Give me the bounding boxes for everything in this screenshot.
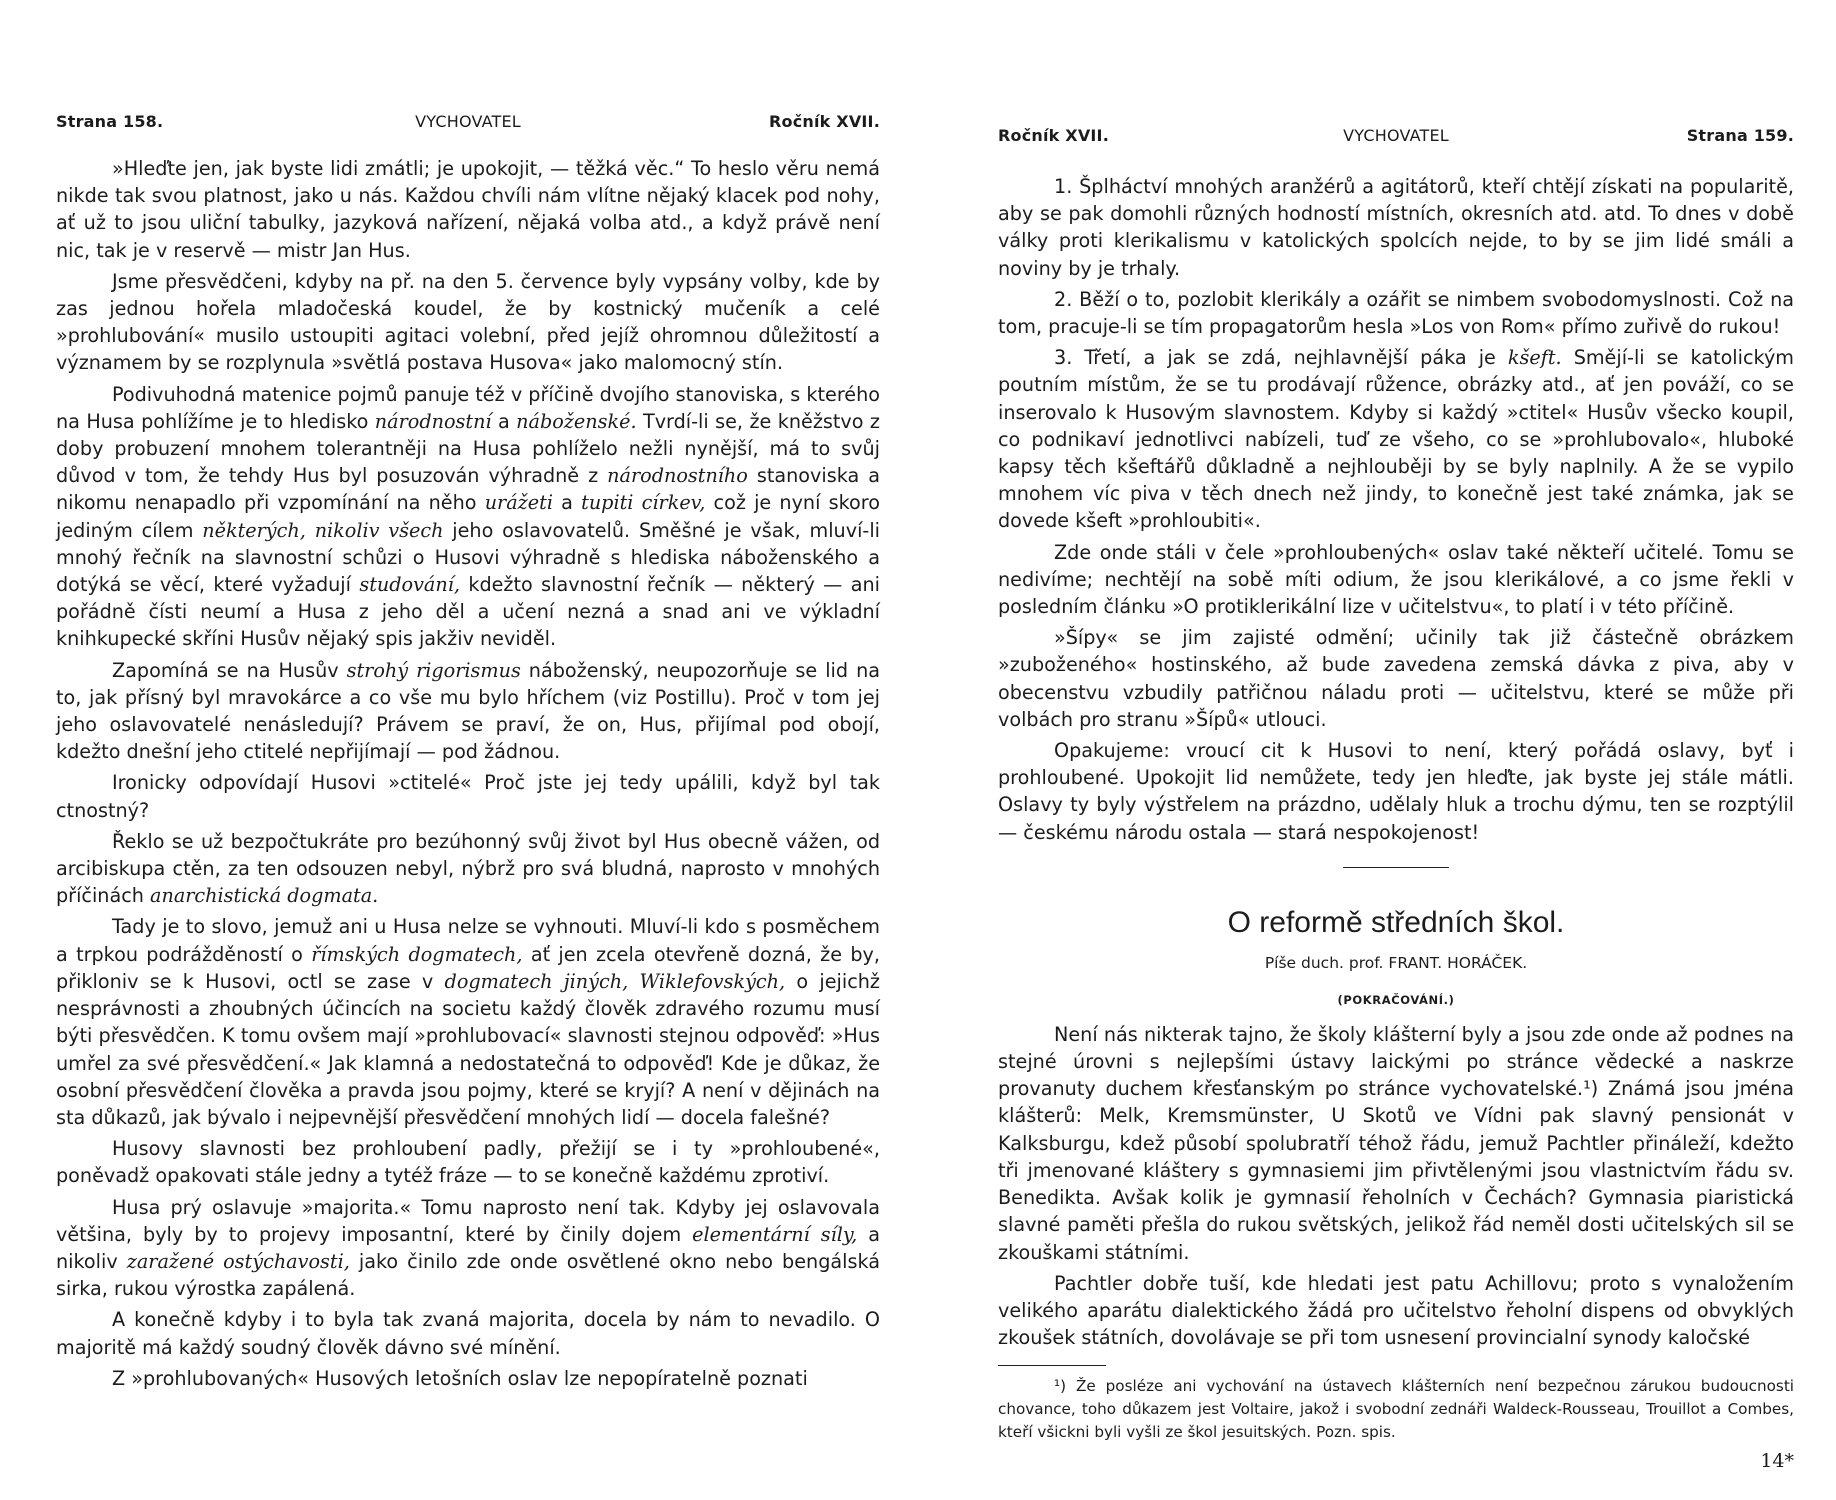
paragraph: Z »prohlubovaných« Husových letošních oslav lze nepopíratelně poznati — [112, 1366, 808, 1390]
emphasis: náboženské. — [516, 409, 637, 433]
paragraph: Husa prý oslavuje »majorita.« Tomu naprosto není tak. Kdyby jej oslavovala většina, byly by to projevy imposantní, které by činily dojem elementární síly, a nikoliv zaražené ostýchavosti, jako činilo zde onde osvětlené okno nebo bengálská sirka, rukou výrostka zapálená. — [56, 1195, 880, 1301]
left-body — [56, 155, 880, 1392]
paragraph: Řeklo se už bezpočtukráte pro bezúhonný svůj život byl Hus obecně vážen, od arcibiskupa ctěn, za ten odsouzen nebyl, nýbrž pro svá bludná, naprosto v mnohých příčinách anarchistická dogmata. — [56, 829, 880, 908]
paragraph: »Hleďte jen, jak byste lidi zmátli; je upokojit, — těžká věc.“ To heslo věru nemá nikde tak svou platnost, jako u nás. Každou chvíli nám vlítne nějaký klacek pod nohy, ať už to jsou uliční tabulky, jazyková nařízení, nějaká volba atd., a když právě není nic, tak je v reservě — mistr Jan Hus. — [56, 157, 880, 262]
emphasis: elementární síly, — [692, 1222, 858, 1246]
right-body — [998, 173, 1794, 846]
continued-marker: (POKRAČOVÁNÍ.) — [1337, 992, 1455, 1007]
paragraph: Není nás nikterak tajno, že školy klášterní byly a jsou zde onde až podnes na stejné úrovni s nejlepšími ústavy laickými po stránce vědecké a naskrze provanuty duchem křesťanským po stránce vychovatelské.¹) Známá jsou jména klášterů: Melk, Kremsmünster, U Skotů ve Vídni pak slavný pensionát v Kalksburgu, kdež působí spolubratří téhož řádu, jemuž Pachtler přináleží, kdežto tři jmenované kláštery s gymnasiemi jim přivtělenými jsou vlastnictvím řádu sv. Benedikta. Avšak kolik je gymnasií řeholních v Čechách? Gymnasia piaristická slavné paměti přešla do rukou světských, jelikož řád neměl dosti učitelských sil se zkouškami státními. — [998, 1022, 1794, 1264]
paragraph: Jsme přesvědčeni, kdyby na př. na den 5. července byly vypsány volby, kde by zas jednou hořela mladočeská koudel, že by kostnický mučeník a celé »prohlubování« musilo ustoupiti agitaci volební, před jejíž ohromnou důležitostí a významem by se rozplynula »světlá postava Husova« jako malomocný stín. — [56, 269, 880, 375]
left-running-header — [56, 112, 880, 132]
paragraph: Zde onde stáli v čele »prohloubených« oslav také někteří učitelé. Tomu se nedivíme; nechtějí na sobě míti odium, že jsou klerikálové, a co jsme řekli v posledním článku »O protiklerikální lize v učitelstvu«, to platí i v této příčině. — [998, 540, 1794, 619]
paragraph: Opakujeme: vroucí cit k Husovi to není, který pořádá oslavy, byť i prohloubené. Upokojit lid nemůžete, tedy jen hleďte, jak byste jej stále mátli. Oslavy ty byly výstřelem na prázdno, udělaly hluk a trochu dýmu, ten se rozptýlil — českému národu ostala — stará nespokojenost! — [998, 739, 1794, 844]
paragraph: 2. Běží o to, pozlobit klerikály a ozářit se nimbem svobodomyslnosti. Což na tom, pracuje-li se tím propagatorům hesla »Los von Rom« přímo zuřivě do rukou! — [998, 287, 1794, 339]
article-body — [998, 1021, 1794, 1351]
emphasis: dogmatech jiných, Wiklefovských, — [444, 969, 786, 993]
right-page-number: Strana 159. — [1686, 126, 1794, 145]
footnote-rule — [998, 1365, 1106, 1366]
paragraph: Ironicky odpovídají Husovi »ctitelé« Proč jste jej tedy upálili, když byl tak ctnostný? — [56, 771, 880, 822]
paragraph: Podivuhodná matenice pojmů panuje též v příčině dvojího stanoviska, s kterého na Husa pohlížíme je to hledisko národnostní a náboženské. Tvrdí-li se, že kněžstvo z doby probuzení mnohem tolerantněji na Husa pohlíželo nežli nynější, má to svůj důvod v tom, že tehdy Hus byl posuzován výhradně z národnostního stanoviska a nikomu nenapadlo při vzpomínání na něho urážeti a tupiti církev, což je nyní skoro jediným cílem některých, nikoliv všech jeho oslavovatelů. Směšné je však, mluví-li mnohý řečník na slavnostní schůzi o Husovi výhradně s hlediska náboženského a dotýká se věcí, které vyžadují studování, kdežto slavnostní řečník — některý — ani pořádně čísti neumí a Husa z jeho děl a učení nezná a snad ani ve výkladní knihkupecké skříni Husův nějaký spis jakživ neviděl. — [56, 382, 880, 651]
left-journal-title: VYCHOVATEL — [415, 112, 521, 131]
paragraph: Husovy slavnosti bez prohloubení padly, přežijí se i ty »prohloubené«, poněvadž opakovati stále jedny a tytéž fráze — to se konečně každému zprotiví. — [56, 1137, 880, 1188]
emphasis: národnostního — [607, 464, 748, 488]
paragraph: Zapomíná se na Husův strohý rigorismus náboženský, neupozorňuje se lid na to, jak přísný byl mravokárce a co vše mu bylo hříchem (viz Postillu). Proč v tom jej jeho oslavovatelé nenásledují? Právem se praví, že on, Hus, přijímal pod obojí, kdežto dnešní jeho ctitelé nepřijímají — pod žádnou. — [56, 658, 880, 764]
paragraph: Pachtler dobře tuší, kde hledati jest patu Achillovu; proto s vynaložením velikého aparátu dialektického žádá pro učitelstvo řeholní dispens od obvyklých zkoušek státních, dovolávaje se při tom usnesení provincialní synody kaločské — [998, 1271, 1794, 1350]
emphasis: zaražené ostýchavosti, — [126, 1249, 350, 1273]
emphasis: studování, — [359, 573, 460, 597]
paragraph: A konečně kdyby i to byla tak zvaná majorita, docela by nám to nevadilo. O majoritě má každý soudný člověk dávno své mínění. — [56, 1308, 880, 1359]
article-title: O reformě středních škol. — [1227, 905, 1565, 939]
right-volume: Ročník XVII. — [998, 126, 1109, 145]
right-running-header — [998, 126, 1794, 146]
footnote — [998, 1375, 1794, 1444]
right-journal-title: VYCHOVATEL — [1343, 126, 1449, 145]
emphasis: národnostní — [374, 409, 492, 433]
footnote-text: ¹) Že posléze ani vychování na ústavech klášterních není bezpečnou zárukou budoucnosti chovance, toho důkazem jest Voltaire, jakož i svobodní zednáři Waldeck-Rousseau, Trouillot a Combes, kteří všickni byli vyšli ze škol jesuitských. Pozn. spis. — [998, 1377, 1794, 1442]
emphasis: tupiti církev, — [581, 491, 706, 515]
left-page-number: Strana 158. — [56, 112, 164, 131]
emphasis: některých, nikoliv všech — [202, 518, 444, 542]
right-page — [918, 0, 1836, 1500]
emphasis: urážeti — [484, 491, 553, 515]
paragraph: 1. Šplháctví mnohých aranžérů a agitátorů, kteří chtějí získati na popularitě, aby se pak domohli různých hodností místních, okresních atd. atd. To dnes v době války proti klerikalismu v katolických spolcích nejde, to by se jim lidé smáli a noviny by je trhaly. — [998, 175, 1794, 280]
section-separator — [1343, 867, 1449, 868]
emphasis: anarchistická dogmata. — [150, 884, 379, 908]
signature-mark: 14* — [1760, 1450, 1794, 1473]
emphasis: římských dogmatech, — [311, 942, 523, 966]
paragraph: »Šípy« se jim zajisté odmění; učinily tak již částečně obrázkem »zuboženého« hostinského, až bude zavedena zemská dávka z piva, aby v obecenstvu vzbudily patřičnou náladu proti — učitelstvu, které se může při volbách pro stranu »Šípů« utlouci. — [998, 626, 1794, 731]
emphasis: kšeft. — [1507, 346, 1562, 370]
paragraph: Tady je to slovo, jemuž ani u Husa nelze se vyhnouti. Mluví-li kdo s posměchem a trpkou podrážděností o římských dogmatech, ať jen zcela otevřeně dozná, že by, přikloniv se k Husovi, octl se zase v dogmatech jiných, Wiklefovských, o jejichž nesprávnosti a zhoubných účincích na societu každý člověk zdravého rozumu musí býti přesvědčen. K tomu ovšem mají »prohlubovací« slavnosti stejnou odpověď: »Hus umřel za své přesvědčení.« Jak klamná a nedostatečná to odpověď! Kde je důkaz, že osobní přesvědčení člověka a pravda jsou pojmy, které se kryjí? A není v dějinách na sta důkazů, jak bývalo i nejpevnější přesvědčení mnohých lidí — docela falešné? — [56, 915, 880, 1129]
article-byline: Píše duch. prof. FRANT. HORÁČEK. — [1264, 953, 1528, 972]
paragraph: 3. Třetí, a jak se zdá, nejhlavnější páka je kšeft. Smějí-li se katolickým poutním místům, že se tu prodávají růžence, obrázky atd., ať jen pováží, co se inserovalo k Husovým slavnostem. Kdyby si každý »ctitel« Husův všecko koupil, co podnikaví jednotlivci nabízeli, tuď ze všeho, co se »prohlubovalo«, hluboké kapsy těch kšeftářů důkladně a nejhlouběji by se byly naplnily. A že se vypilo mnohem víc piva v těch dnech než jindy, to konečně jest také známka, jak se dovede kšeft »prohloubiti«. — [998, 346, 1794, 533]
left-volume: Ročník XVII. — [769, 112, 880, 131]
emphasis: strohý rigorismus — [346, 658, 521, 682]
